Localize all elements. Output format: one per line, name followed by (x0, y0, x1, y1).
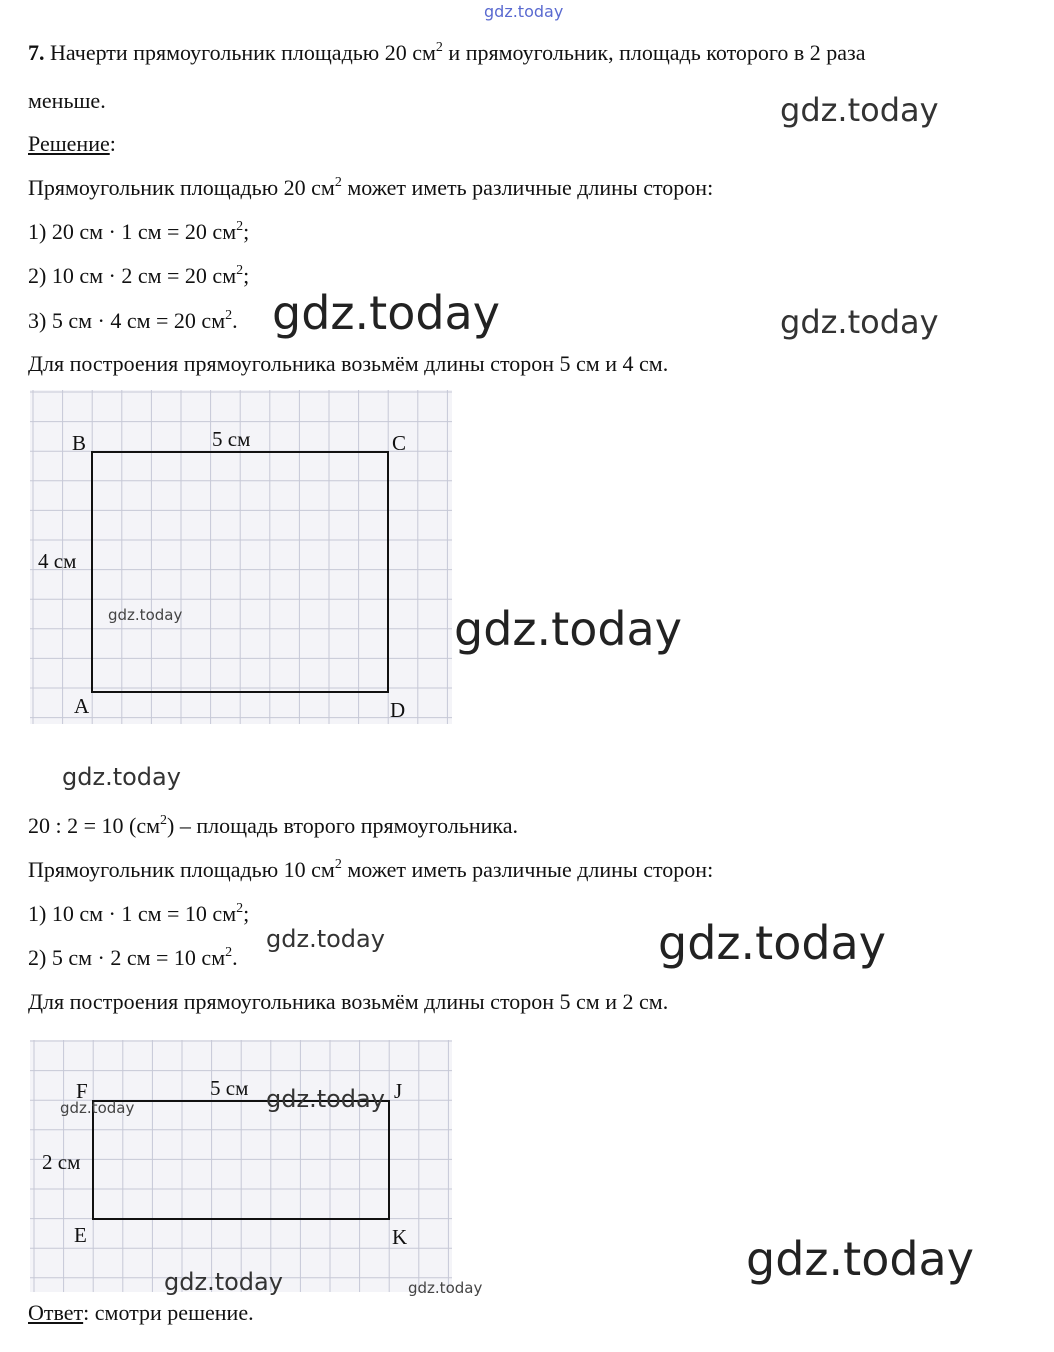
watermark: gdz.today (658, 916, 886, 970)
task-text: Начерти прямоугольник площадью 20 см (50, 40, 436, 65)
watermark: gdz.today (272, 286, 500, 340)
watermark: gdz.today (62, 763, 181, 791)
part1-intro: Прямоугольник площадью 20 $см^2$ может иметь различные длины сторон: (28, 175, 714, 200)
watermark: gdz.today (780, 303, 939, 341)
side-length-top-label: 5 см (212, 427, 251, 451)
watermark: gdz.today (266, 1085, 385, 1113)
side-length-top-label: 5 см (210, 1076, 249, 1100)
watermark: gdz.today (408, 1279, 483, 1297)
vertex-e-label: E (74, 1223, 87, 1247)
part2-calc: 20 : 2 = 10 $(см^2)$ – площадь второго прямоугольника. (28, 813, 519, 838)
side-length-left-label: 2 см (42, 1150, 81, 1174)
vertex-b-label: B (72, 431, 87, 455)
watermark: gdz.today (108, 606, 183, 624)
part2-choice: Для построения прямоугольника возьмём длины сторон 5 см и 2 см. (28, 989, 669, 1014)
watermark: gdz.today (746, 1232, 974, 1286)
vertex-c-label: C (392, 431, 407, 455)
part1-option-3: 3) 5 см · 4 см = 20 $см^2$. (28, 308, 238, 333)
part2-option-1: 1) 10 см · 1 см = 10 $см^2$; (28, 901, 250, 926)
watermark: gdz.today (780, 91, 939, 129)
grid-figure-1 (30, 390, 452, 724)
vertex-a-label: A (74, 694, 90, 718)
watermark: gdz.today (266, 925, 385, 953)
vertex-f-label: F (76, 1079, 88, 1103)
part1-option-1: 1) 20 см · 1 см = 20 $см^2$; (28, 219, 250, 244)
part2-intro: Прямоугольник площадью 10 $см^2$ может иметь различные длины сторон: (28, 857, 714, 882)
part2-option-2: 2) 5 см · 2 см = 10 $см^2$. (28, 945, 238, 970)
watermark: gdz.today (164, 1268, 283, 1296)
task-statement-line2: меньше. (28, 88, 106, 113)
part1-choice: Для построения прямоугольника возьмём длины сторон 5 см и 4 см. (28, 351, 669, 376)
watermark: gdz.today (60, 1099, 135, 1117)
watermark: gdz.today (454, 602, 682, 656)
rectangle-abcd-figure (30, 390, 452, 724)
task-number: 7. (28, 40, 45, 65)
vertex-k-label: K (392, 1225, 408, 1249)
answer-line: Ответ: смотри решение. (28, 1300, 254, 1325)
vertex-d-label: D (390, 698, 406, 722)
side-length-left-label: 4 см (38, 549, 77, 573)
watermark-top: gdz.today (484, 2, 564, 21)
task-statement: 7. Начерти прямоугольник площадью 20 $см^2$ и прямоугольник, площадь которого в 2 раза (28, 40, 866, 65)
part1-option-2: 2) 10 см · 2 см = 20 $см^2$; (28, 263, 250, 288)
solution-heading: Решение: (28, 131, 116, 156)
vertex-j-label: J (394, 1079, 403, 1103)
